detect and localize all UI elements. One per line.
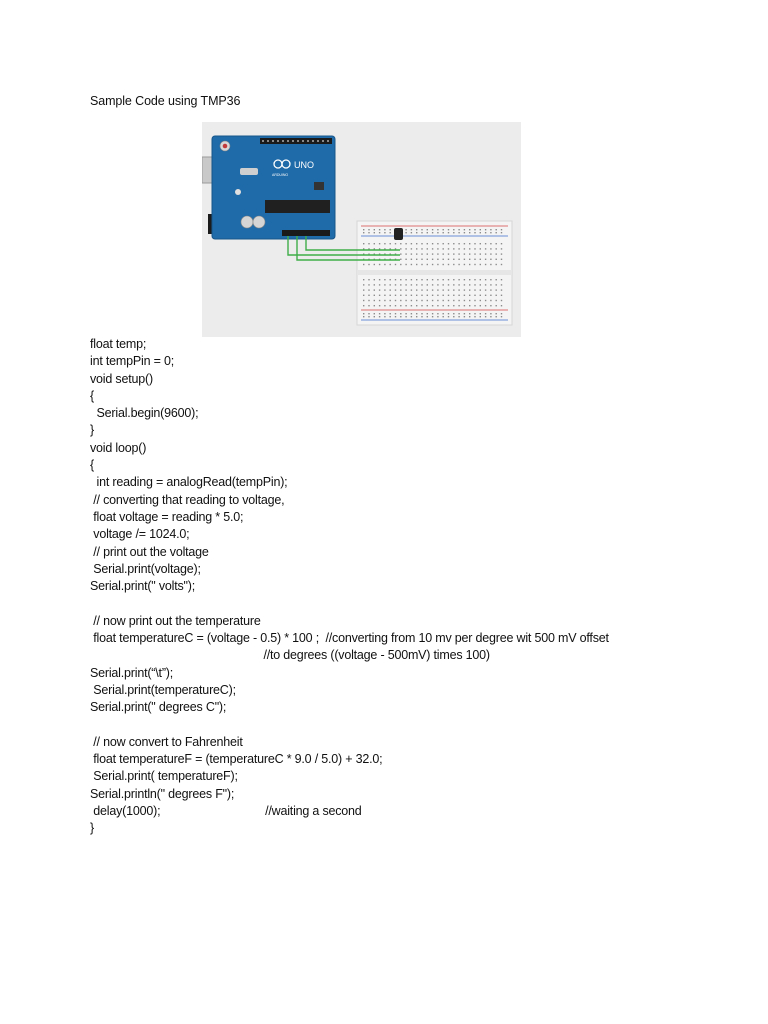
code-line: Serial.begin(9600);: [90, 406, 199, 421]
code-line: //to degrees ((voltage - 500mV) times 100): [90, 648, 490, 663]
code-line: Serial.println(" degrees F");: [90, 786, 235, 801]
code-line: int reading = analogRead(tempPin);: [90, 475, 288, 490]
code-listing: [90, 336, 730, 838]
code-line: Serial.print(" volts");: [90, 579, 195, 594]
code-line: Serial.print(" degrees C");: [90, 700, 227, 715]
code-line: int tempPin = 0;: [90, 354, 175, 369]
code-line: float temperatureC = (voltage - 0.5) * 100 ; //converting from 10 mv per degree wit 500 mV offset: [90, 631, 609, 646]
digital-header: [260, 138, 332, 144]
code-line: {: [90, 388, 94, 403]
code-line: [90, 717, 730, 734]
analog-header: [282, 230, 330, 236]
code-line: float temperatureF = (temperatureC * 9.0 / 5.0) + 32.0;: [90, 752, 383, 767]
code-line: // print out the voltage: [90, 544, 209, 559]
code-line: // now convert to Fahrenheit: [90, 734, 243, 749]
code-line: }: [90, 821, 94, 836]
code-line: float temp;: [90, 337, 147, 351]
tmp36-sensor: [394, 228, 403, 240]
circuit-figure: [202, 122, 521, 337]
code-line: delay(1000); //waiting a second: [90, 804, 362, 819]
code-line: Serial.print(temperatureC);: [90, 682, 236, 697]
code-line: float voltage = reading * 5.0;: [90, 509, 244, 524]
code-line: {: [90, 458, 94, 473]
code-line: void setup(): [90, 371, 153, 386]
capacitor: [241, 216, 253, 228]
microcontroller-chip: [265, 200, 330, 213]
code-line: }: [90, 423, 94, 438]
code-line: Serial.print(“\t”);: [90, 665, 174, 680]
board-brand: UNO: [294, 160, 314, 170]
code-line: // now print out the temperature: [90, 613, 261, 628]
circuit-illustration: [202, 122, 521, 337]
page-title: Sample Code using TMP36: [90, 94, 241, 108]
code-line: void loop(): [90, 440, 147, 455]
code-line: [90, 595, 730, 612]
board-logo-text: ARDUINO: [272, 173, 289, 177]
code-line: voltage /= 1024.0;: [90, 527, 190, 542]
code-line: Serial.print( temperatureF);: [90, 769, 238, 784]
code-line: // converting that reading to voltage,: [90, 492, 285, 507]
code-line: Serial.print(voltage);: [90, 561, 201, 576]
